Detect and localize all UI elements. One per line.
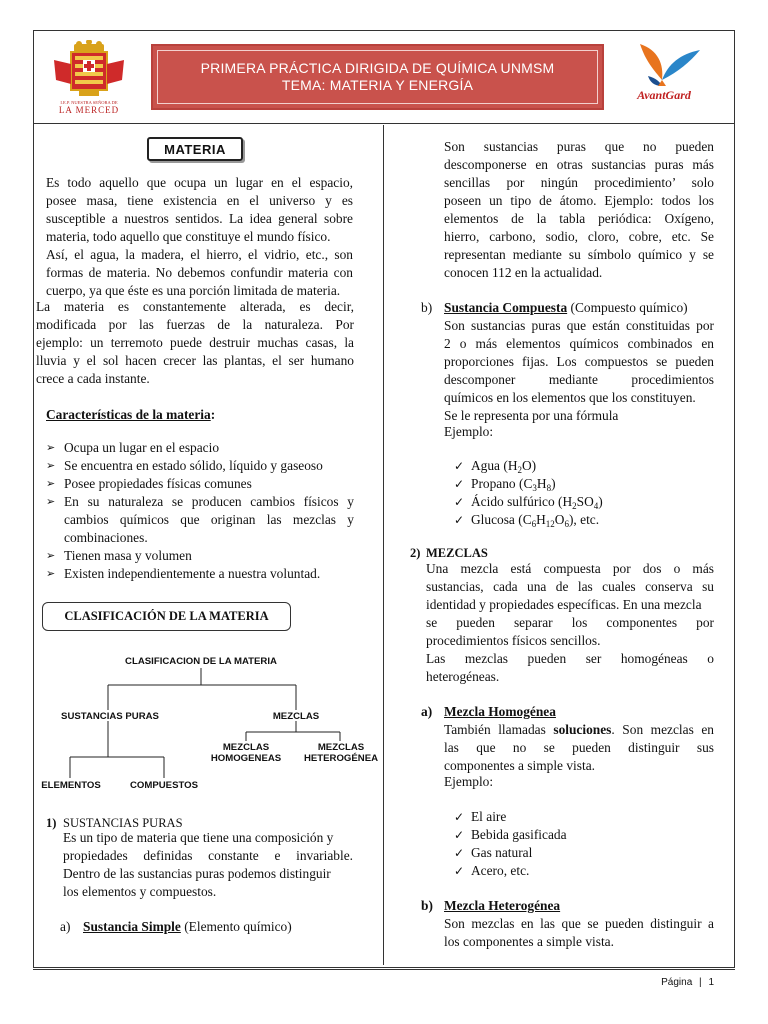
school-name: LA MERCED xyxy=(58,105,120,115)
list-item-text: Posee propiedades físicas comunes xyxy=(64,476,252,491)
sec1-line-1: Es un tipo de materia que tiene una composición y xyxy=(63,830,334,845)
sec2-line-4: se pueden separar los componentes por xyxy=(426,615,714,630)
het-line-2: los componentes a simple vista. xyxy=(444,934,614,949)
list-item xyxy=(454,457,603,475)
hom-line-2: las que no se pueden distinguir sus xyxy=(444,740,714,755)
simple-substance-title: Sustancia Simple xyxy=(83,919,181,934)
list-item xyxy=(46,475,354,493)
simple-line-5: elementos de la tabla periódica: Oxígeno, xyxy=(444,211,714,226)
sec2-line-5: procedimientos físicos sencillos. xyxy=(426,633,601,648)
simple-substance-heading xyxy=(83,918,292,936)
sec1-line-2: propiedades definidas constante e invariable. xyxy=(63,848,353,863)
heterogeneous-title: Mezcla Heterogénea xyxy=(444,898,561,913)
diagram-root: CLASIFICACION DE LA MATERIA xyxy=(125,656,277,667)
page-footer xyxy=(661,977,714,988)
het-line-1: Son mezclas en las que se pueden distinguir a xyxy=(444,916,714,931)
list-item-text: Existen independientemente a nuestra voluntad. xyxy=(64,566,321,581)
diagram-homogeneous-2: HOMOGENEAS xyxy=(210,753,282,764)
checkmark-icon: ✓ xyxy=(454,513,465,527)
sec2-line-7: heterogéneas. xyxy=(426,669,500,684)
para2-line-1: La materia es constantemente alterada, es decir, xyxy=(36,299,354,314)
comp-line-2: 2 o más elementos químicos combinados en xyxy=(444,336,714,351)
avantgard-text: AvantGard xyxy=(637,88,691,102)
list-item xyxy=(46,565,354,583)
comp-line-5: químicos en los elementos que los constituyen. xyxy=(444,390,696,405)
diagram-heterogeneous-1: MEZCLAS xyxy=(317,742,365,753)
title-banner xyxy=(151,44,604,110)
list-item xyxy=(454,493,603,511)
hom-line-1-b: soluciones xyxy=(553,722,612,737)
intro-line-6: formas de materia. No debemos confundir materia con xyxy=(46,265,353,280)
compound-examples-list xyxy=(454,457,603,529)
section-1-title: SUSTANCIAS PURAS xyxy=(63,816,183,830)
simple-line-6: hierro, carbono, sodio, cloro, cobre, etc. Se xyxy=(444,229,714,244)
sec2-line-2: sustancias, cada una de las cuales conserva su xyxy=(426,579,714,594)
page-label: Página xyxy=(661,977,693,988)
homogeneous-title: Mezcla Homogénea xyxy=(444,704,556,719)
compound-formula: Glucosa $(C_6H_{12}O_6)$, etc. xyxy=(471,512,600,529)
classification-diagram xyxy=(34,645,382,795)
list-item-text: Gas natural xyxy=(471,845,533,860)
page-number: 1 xyxy=(708,977,714,988)
diagram-compounds: COMPUESTOS xyxy=(129,780,199,791)
diagram-connectors xyxy=(70,668,340,778)
section-2-title: MEZCLAS xyxy=(426,546,488,560)
intro-line-3: susceptible a nuestros sentidos. La idea general sobre xyxy=(46,211,353,226)
checkmark-icon: ✓ xyxy=(454,810,465,824)
list-item-text: Bebida gasificada xyxy=(471,827,567,842)
list-item-text: Tienen masa y volumen xyxy=(64,548,192,563)
arrow-bullet-icon: ➢ xyxy=(46,459,56,472)
characteristics-colon: : xyxy=(210,407,216,422)
hom-line-1 xyxy=(444,721,714,739)
comp-line-1: Son sustancias puras que están constituidas por xyxy=(444,318,714,333)
para2-line-4: lluvia y el sol hacen crecer las plantas, el ser humano xyxy=(36,353,354,368)
hom-line-4: Ejemplo: xyxy=(444,774,494,789)
characteristics-list xyxy=(46,439,354,583)
list-item xyxy=(454,826,567,844)
intro-line-1: Es todo aquello que ocupa un lugar en el espacio, xyxy=(46,175,353,190)
document-title: PRIMERA PRÁCTICA DIRIGIDA DE QUÍMICA UNMSM xyxy=(200,60,555,76)
simple-line-4: poseen un tipo de átomo. Ejemplo: todos los xyxy=(444,193,714,208)
school-caption: I.E.P. NUESTRA SEÑORA DE xyxy=(60,100,118,105)
compound-substance-title: Sustancia Compuesta xyxy=(444,300,568,315)
checkmark-icon: ✓ xyxy=(454,477,465,491)
homogeneous-examples-list xyxy=(454,808,567,880)
para2-line-3: ejemplo: un terremoto puede destruir muchas casas, la xyxy=(36,335,354,350)
simple-line-2: descomponerse en otras sustancias puras más xyxy=(444,157,714,172)
arrow-bullet-icon: ➢ xyxy=(46,549,56,562)
hom-line-1-a: También llamadas xyxy=(444,722,554,737)
simple-substance-letter: a) xyxy=(60,919,71,934)
hom-line-3: componentes a simple vista. xyxy=(444,758,595,773)
section-2-number: 2) xyxy=(410,546,421,560)
avantgard-logo xyxy=(618,40,710,110)
sec2-line-6: Las mezclas pueden ser homogéneas o xyxy=(426,651,714,666)
list-item-text: Se encuentra en estado sólido, líquido y gaseoso xyxy=(64,458,323,473)
list-item xyxy=(46,457,354,475)
list-item-text: En su naturaleza se producen cambios físicos y cambios químicos que originan las mezclas y combinaciones. xyxy=(64,494,354,545)
list-item-text: Ocupa un lugar en el espacio xyxy=(64,440,220,455)
arrow-bullet-icon: ➢ xyxy=(46,441,56,454)
checkmark-icon: ✓ xyxy=(454,846,465,860)
simple-line-1: Son sustancias puras que no pueden xyxy=(444,139,714,154)
sec1-line-3: Dentro de las sustancias puras podemos distinguir xyxy=(63,866,331,881)
homogeneous-letter: a) xyxy=(421,704,433,719)
compound-formula: Propano $(C_3H_8)$ xyxy=(471,476,556,493)
list-item-text: Acero, etc. xyxy=(471,863,530,878)
hom-line-1-c: . Son mezclas en xyxy=(611,722,714,737)
classification-title-box xyxy=(42,602,291,631)
materia-title-box xyxy=(147,137,243,161)
diagram-elements: ELEMENTOS xyxy=(41,780,101,791)
compound-substance-heading xyxy=(444,299,688,317)
diagram-heterogeneous-2: HETEROGÉNEA xyxy=(303,753,379,764)
compound-formula: Agua $(H_2O)$ xyxy=(471,458,537,475)
characteristics-heading xyxy=(46,406,215,424)
document-topic: TEMA: MATERIA Y ENERGÍA xyxy=(281,77,474,93)
comp-line-4: descomponer mediante procedimientos xyxy=(444,372,714,387)
comp-line-6: Se le representa por una fórmula xyxy=(444,408,619,423)
header-divider xyxy=(33,123,735,124)
comp-line-7: Ejemplo: xyxy=(444,424,494,439)
classification-title: CLASIFICACIÓN DE LA MATERIA xyxy=(64,609,269,623)
sec1-line-4: los elementos y compuestos. xyxy=(63,884,217,899)
section-1-number: 1) xyxy=(46,816,57,830)
intro-line-4: materia, todo aquello que constituye el mundo físico. xyxy=(46,229,331,244)
intro-line-5: Así, el agua, la madera, el hierro, el vidrio, etc., son xyxy=(46,247,353,262)
checkmark-icon: ✓ xyxy=(454,864,465,878)
list-item xyxy=(454,808,567,826)
intro-line-7: cuerpo, ya que éste es una porción limitada de materia. xyxy=(46,283,341,298)
compound-substance-subtitle: (Compuesto químico) xyxy=(567,300,688,315)
comp-line-3: proporciones fijas. Los compuestos se pueden xyxy=(444,354,714,369)
list-item xyxy=(46,439,354,457)
simple-line-8: conocen 112 en la actualidad. xyxy=(444,265,603,280)
diagram-homogeneous-1: MEZCLAS xyxy=(222,742,270,753)
list-item xyxy=(46,547,354,565)
list-item-text: El aire xyxy=(471,809,507,824)
simple-substance-subtitle: (Elemento químico) xyxy=(180,919,292,934)
sec2-line-1: Una mezcla está compuesta por dos o más xyxy=(426,561,714,576)
heterogeneous-letter: b) xyxy=(421,898,433,913)
page-separator: | xyxy=(699,977,702,988)
list-item xyxy=(46,493,354,547)
checkmark-icon: ✓ xyxy=(454,459,465,473)
arrow-bullet-icon: ➢ xyxy=(46,477,56,490)
arrow-bullet-icon: ➢ xyxy=(46,495,56,508)
para2-line-5: crece a cada instante. xyxy=(36,371,150,386)
list-item xyxy=(454,862,567,880)
sec2-line-3: identidad y propiedades específicas. En una mezcla xyxy=(426,597,702,612)
para2-line-2: modificada por las fuerzas de la naturaleza. Por xyxy=(36,317,354,332)
intro-line-2: posee masa, tiene existencia en el universo y es xyxy=(46,193,353,208)
diagram-mixtures: MEZCLAS xyxy=(272,711,320,722)
checkmark-icon: ✓ xyxy=(454,495,465,509)
simple-line-7: representan mediante su símbolo químico y se xyxy=(444,247,714,262)
simple-line-3: sencillas por ningún procedimiento’ solo xyxy=(444,175,714,190)
diagram-pure-substances: SUSTANCIAS PURAS xyxy=(61,711,159,722)
checkmark-icon: ✓ xyxy=(454,828,465,842)
arrow-bullet-icon: ➢ xyxy=(46,567,56,580)
characteristics-heading-text: Características de la materia xyxy=(46,407,211,422)
materia-title: MATERIA xyxy=(164,141,226,157)
compound-formula: Ácido sulfúrico $(H_2SO_4)$ xyxy=(471,494,603,511)
column-divider xyxy=(383,125,384,965)
list-item xyxy=(454,511,603,529)
list-item xyxy=(454,844,567,862)
list-item xyxy=(454,475,603,493)
compound-substance-letter: b) xyxy=(421,300,433,315)
footer-divider xyxy=(33,969,735,970)
